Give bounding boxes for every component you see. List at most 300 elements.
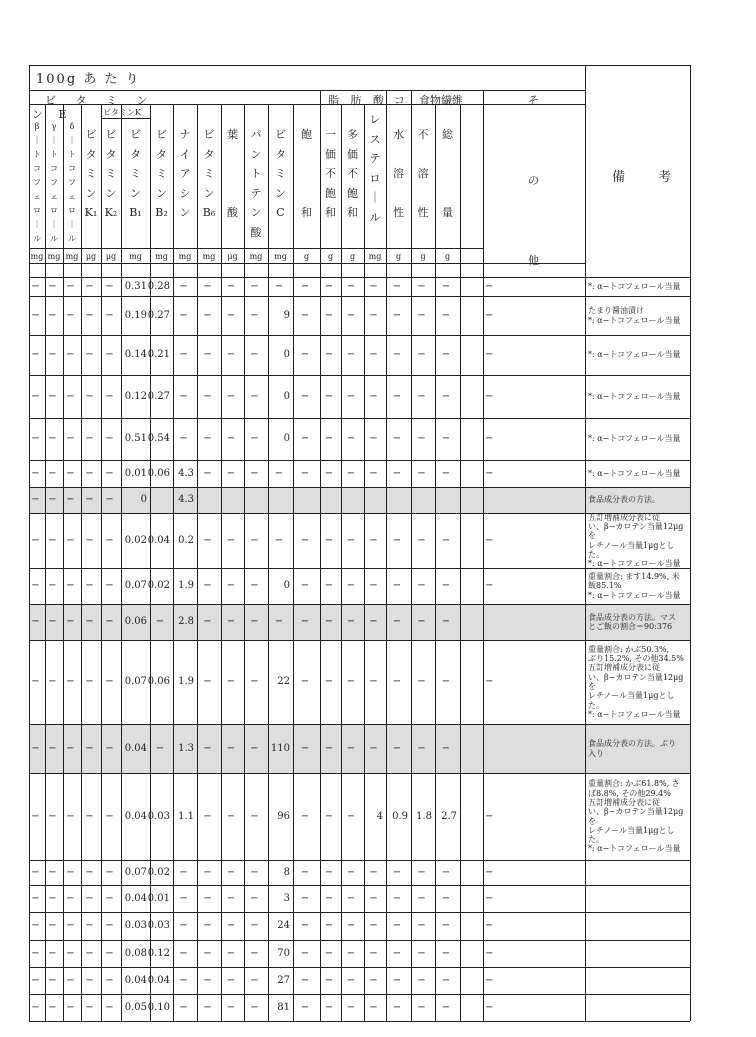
table-cell-sfa: − (300, 920, 310, 931)
table-cell-sfa: − (300, 433, 310, 444)
other-cell: − (485, 1001, 494, 1013)
column-header-char: ミ (156, 167, 167, 180)
table-cell-pantothenic: − (250, 810, 259, 822)
table-cell-fib_tot: − (441, 947, 451, 959)
column-header-char: ン (275, 186, 286, 200)
column-header-char: ロ (50, 206, 58, 215)
table-cell-mufa (320, 487, 338, 513)
column-header-char: コ (33, 164, 41, 173)
rule-v (483, 90, 484, 104)
table-cell-k1: − (85, 534, 94, 546)
table-cell-b_toc: − (31, 467, 40, 479)
column-header-niacin (173, 125, 197, 223)
table-cell-b_toc: − (31, 309, 40, 321)
rule-h (29, 263, 483, 264)
unit-sfa: g (303, 251, 310, 261)
table-cell-chol: − (369, 349, 378, 360)
column-header-char (446, 164, 450, 184)
column-header-char: 不 (325, 167, 336, 180)
table-cell-mufa: − (324, 810, 334, 822)
column-header-char: ビ (275, 128, 286, 141)
table-cell-chol: − (369, 467, 378, 479)
column-header-char (231, 184, 235, 204)
remarks-text: 重量割合: かぶ61.8%, さ ば8.8%, その他29.4% 五訂増補成分表に従 い、β−カロテン当量12μgを レチノール当量1μgとした。 *: α−トコフェロール当量 (588, 779, 684, 854)
table-cell-pantothenic: − (250, 616, 259, 627)
column-header-char: ミ (130, 167, 141, 180)
table-cell-pantothenic: − (250, 580, 259, 591)
other-cell: − (485, 892, 494, 904)
column-header-char: 性 (417, 206, 429, 219)
column-header-char: ロ (369, 171, 381, 185)
column-header-char: タ (156, 147, 167, 161)
remarks-cell (588, 724, 688, 773)
table-cell-fib_ins: − (417, 534, 426, 546)
column-header-char: テ (369, 152, 381, 165)
table-cell-fib_ins: − (417, 742, 426, 754)
table-cell-pantothenic: − (250, 534, 259, 546)
remarks-cell (588, 640, 688, 724)
column-header-char: ビ (130, 128, 141, 141)
table-cell-k1: − (85, 974, 94, 986)
table-cell-mufa: − (324, 534, 334, 546)
vitamin-k-label: ビタミンK (103, 108, 141, 117)
column-header-char: 和 (301, 206, 312, 219)
table-cell-k2: − (105, 616, 114, 627)
table-cell-niacin: − (179, 280, 188, 292)
table-cell-b6: − (203, 974, 212, 986)
remarks-text: たまり醤油漬け *: α−トコフェロール当量 (588, 306, 681, 325)
table-cell-mufa: − (324, 866, 334, 878)
column-header-char (397, 184, 401, 204)
table-cell-mufa: − (324, 349, 334, 360)
table-cell-chol: − (369, 433, 378, 444)
column-header-char: ン (156, 186, 167, 200)
table-cell-sfa: − (300, 947, 310, 959)
table-cell-niacin: − (179, 1001, 188, 1013)
table-cell-fib_sol (386, 487, 408, 513)
column-header-char: ビ (203, 128, 215, 141)
table-cell-mufa: − (324, 920, 334, 931)
table-cell-folate: − (226, 534, 236, 546)
table-cell-b1: 0.51 (124, 433, 147, 444)
table-cell-d_toc: − (66, 309, 75, 321)
table-cell-b2: 0.04 (147, 534, 170, 546)
column-header-char: ｜ (33, 220, 41, 229)
table-cell-sfa: − (300, 280, 310, 292)
rule-h (101, 118, 150, 119)
table-cell-b6: − (203, 1001, 212, 1013)
rule-v (483, 90, 484, 1021)
table-cell-k2: − (105, 810, 114, 822)
table-cell-pufa (341, 487, 361, 513)
table-cell-vitc: 0 (283, 580, 290, 591)
remarks-text: *: α−トコフェロール当量 (588, 468, 681, 478)
column-header-char: 性 (393, 206, 404, 219)
table-cell-k1: − (85, 742, 94, 754)
column-header-pantothenic (244, 125, 268, 242)
column-header-sfa (293, 125, 320, 223)
table-cell-pufa: − (346, 309, 356, 321)
other-cell: − (485, 534, 494, 546)
other-cell: − (485, 810, 494, 822)
column-header-char: ナ (179, 128, 191, 141)
table-cell-fib_ins: − (417, 676, 426, 687)
table-cell-k2: − (105, 676, 114, 687)
table-cell-fib_sol: − (392, 676, 402, 687)
column-header-char: 不 (417, 128, 429, 141)
other-cell: − (485, 390, 494, 402)
table-cell-k2: − (105, 390, 114, 402)
table-cell-niacin: 4.3 (178, 467, 194, 479)
column-header-char: ェ (68, 192, 76, 201)
table-cell-folate: − (226, 309, 236, 321)
table-cell-fib_tot: 2.7 (441, 810, 457, 822)
other-cell: − (485, 974, 494, 986)
table-cell-pufa: − (346, 390, 356, 402)
table-cell-chol: − (369, 580, 378, 591)
table-cell-fib_ins: − (417, 390, 426, 402)
table-cell-sfa: − (300, 467, 310, 479)
column-header-char: ア (179, 167, 191, 180)
table-cell-k2: − (105, 1001, 114, 1013)
table-cell-pufa: − (346, 866, 356, 878)
other-cell: − (485, 920, 494, 931)
column-header-char: シ (179, 186, 191, 200)
table-cell-mufa: − (324, 309, 334, 321)
column-header-fib_ins (411, 125, 435, 223)
column-header-char (305, 145, 309, 165)
column-header-k1 (81, 125, 101, 223)
table-cell-chol: − (369, 742, 378, 754)
remarks-text: 食品成分表の方法。 (588, 495, 660, 505)
table-cell-fib_sol: − (392, 534, 402, 546)
table-cell-sfa: − (300, 534, 310, 546)
table-cell-b6: − (203, 892, 212, 904)
table-cell-g_toc: − (48, 810, 57, 822)
table-cell-b1: 0.04 (124, 742, 147, 754)
table-cell-folate: − (226, 467, 236, 479)
table-cell-vitc: 70 (277, 947, 290, 959)
other-label-mid: の (528, 174, 539, 187)
table-cell-chol: − (369, 616, 378, 627)
table-cell-niacin: − (179, 892, 188, 904)
table-cell-folate: − (226, 433, 236, 444)
table-cell-b6: − (203, 467, 212, 479)
table-cell-g_toc: − (48, 920, 57, 931)
column-header-char: B₂ (155, 206, 168, 219)
table-cell-d_toc: − (66, 676, 75, 687)
table-cell-vitc: 110 (270, 742, 290, 754)
basis-label: 100g あ た り (36, 72, 141, 87)
table-cell-d_toc: − (66, 866, 75, 878)
column-header-folate (221, 125, 244, 223)
table-cell-fib_sol: − (392, 580, 402, 591)
column-header-char: 水 (393, 128, 404, 141)
column-header-char: ス (369, 132, 381, 146)
column-header-char: ン (105, 186, 117, 200)
table-cell-folate (221, 487, 241, 513)
table-cell-k1: − (85, 580, 94, 591)
table-cell-folate: − (226, 349, 236, 360)
table-cell-niacin: − (179, 433, 188, 444)
table-cell-g_toc: − (48, 309, 57, 321)
table-cell-mufa: − (324, 892, 334, 904)
table-cell-b_toc: − (31, 433, 40, 444)
table-cell-fib_tot: − (441, 974, 451, 986)
column-header-char (305, 184, 309, 204)
table-cell-b_toc: − (31, 866, 40, 878)
column-header-char (421, 145, 425, 165)
unit-fib_tot: g (444, 251, 451, 261)
column-header-char: テ (250, 186, 262, 200)
column-header-char: γ (51, 122, 57, 131)
table-cell-sfa: − (300, 616, 310, 627)
table-cell-b2: 0.10 (147, 1001, 170, 1013)
remarks-cell (588, 375, 688, 418)
table-cell-mufa: − (324, 616, 334, 627)
table-cell-folate: − (226, 947, 236, 959)
table-cell-b6: − (203, 742, 212, 754)
table-cell-b6: − (203, 433, 212, 444)
table-cell-b_toc: − (31, 920, 40, 931)
column-header-char: 一 (325, 128, 336, 141)
table-cell-g_toc: − (48, 974, 57, 986)
table-cell-b2 (150, 487, 170, 513)
table-cell-niacin: − (179, 390, 188, 402)
table-cell-chol: − (369, 920, 378, 931)
table-cell-pantothenic: − (250, 1001, 259, 1013)
table-cell-vitc: 9 (283, 309, 290, 321)
table-cell-sfa: − (300, 580, 310, 591)
unit-chol: mg (368, 251, 382, 261)
table-cell-niacin: − (179, 309, 188, 321)
table-cell-vitc: − (274, 467, 284, 479)
column-header-char: フ (33, 178, 41, 187)
remarks-text: 食品成分表の方法。マス とご飯の割合＝90:376 (588, 612, 676, 631)
table-cell-b6: − (203, 390, 212, 402)
column-header-char: ミ (203, 167, 215, 180)
table-cell-b_toc: − (31, 810, 40, 822)
table-cell-b1: 0.08 (124, 947, 147, 959)
table-cell-k1: − (85, 1001, 94, 1013)
rule-v (320, 90, 321, 104)
table-cell-k2: − (105, 892, 114, 904)
table-cell-d_toc: − (66, 534, 75, 546)
table-cell-mufa: − (324, 947, 334, 959)
table-cell-fib_tot: − (441, 349, 451, 360)
table-cell-k2: − (105, 920, 114, 931)
table-cell-b1: 0.04 (124, 974, 147, 986)
table-cell-g_toc: − (48, 892, 57, 904)
column-header-char: ロ (33, 206, 41, 215)
column-header-k2 (101, 125, 121, 223)
rule-h (29, 90, 585, 91)
column-header-char: 量 (442, 206, 453, 219)
table-cell-pantothenic: − (250, 309, 259, 321)
table-cell-g_toc: − (48, 676, 57, 687)
table-cell-fib_sol: − (392, 866, 402, 878)
table-cell-g_toc: − (48, 1001, 57, 1013)
table-cell-k2: − (105, 280, 114, 292)
table-cell-b2: 0.06 (147, 676, 170, 687)
table-cell-pufa: − (346, 280, 356, 292)
table-cell-vitc: 24 (277, 920, 290, 931)
column-header-char: ン (203, 186, 215, 200)
table-cell-b2: 0.02 (147, 866, 170, 878)
column-header-char: 飽 (325, 186, 336, 200)
table-cell-d_toc: − (66, 616, 75, 627)
column-header-char: タ (275, 147, 286, 161)
table-cell-niacin: 0.2 (178, 534, 194, 546)
table-cell-niacin: − (179, 349, 188, 360)
table-cell-fib_sol: − (392, 974, 402, 986)
column-header-char: フ (50, 178, 58, 187)
table-cell-fib_sol: − (392, 892, 402, 904)
table-cell-k1: − (85, 349, 94, 360)
column-header-char: ミ (85, 167, 97, 180)
table-cell-b_toc: − (31, 676, 40, 687)
column-header-char: ｜ (33, 136, 41, 145)
table-cell-chol: − (369, 974, 378, 986)
table-cell-b6: − (203, 616, 212, 627)
unit-k1: μg (85, 251, 97, 261)
table-cell-sfa: − (300, 1001, 310, 1013)
column-header-b_toc (29, 120, 45, 246)
column-header-mufa (320, 125, 341, 223)
unit-b6: mg (202, 251, 216, 261)
column-header-char: 多 (347, 128, 358, 141)
cholesterol-top-label: コ (394, 94, 405, 107)
column-header-char: ェ (50, 192, 58, 201)
table-cell-fib_sol: − (392, 920, 402, 931)
column-header-b2 (150, 125, 173, 223)
table-cell-g_toc: − (48, 742, 57, 754)
table-cell-b6: − (203, 947, 212, 959)
column-header-char: ｜ (68, 220, 76, 229)
column-header-d_toc (63, 120, 81, 246)
column-header-char: コ (68, 164, 76, 173)
column-header-char: タ (105, 147, 117, 161)
rule-v (585, 65, 586, 1021)
table-cell-fib_ins: 1.8 (416, 810, 432, 822)
remarks-cell (588, 335, 688, 375)
table-cell-vitc: 22 (277, 676, 290, 687)
table-cell-fib_sol: − (392, 280, 402, 292)
table-cell-b6: − (203, 866, 212, 878)
table-cell-b6: − (203, 280, 212, 292)
column-header-vitc (268, 125, 293, 223)
table-cell-k1: − (85, 892, 94, 904)
table-cell-g_toc: − (48, 467, 57, 479)
table-cell-b_toc: − (31, 494, 40, 505)
column-header-char: 葉 (227, 128, 238, 141)
other-label-top: そ (528, 94, 539, 107)
column-header-char: C (276, 206, 285, 219)
table-cell-fib_tot (435, 487, 457, 513)
table-cell-fib_sol: − (392, 390, 402, 402)
remarks-text: *: α−トコフェロール当量 (588, 350, 681, 360)
table-cell-b6: − (203, 920, 212, 931)
table-cell-k1: − (85, 810, 94, 822)
other-cell: − (485, 947, 494, 959)
column-header-char: 総 (442, 128, 453, 141)
table-cell-folate: − (226, 892, 236, 904)
column-header-char: ロ (68, 206, 76, 215)
table-cell-b2: 0.12 (147, 947, 170, 959)
table-cell-pantothenic: − (250, 892, 259, 904)
table-cell-folate: − (226, 676, 236, 687)
table-cell-b2: 0.03 (147, 810, 170, 822)
table-cell-k2: − (105, 309, 114, 321)
table-cell-pufa: − (346, 892, 356, 904)
table-cell-fib_ins: − (417, 467, 426, 479)
table-cell-b_toc: − (31, 616, 40, 627)
table-cell-fib_sol: − (392, 467, 402, 479)
column-header-char: ビ (85, 128, 97, 141)
table-cell-d_toc: − (66, 947, 75, 959)
table-cell-fib_ins: − (417, 920, 426, 931)
remarks-text: 食品成分表の方法。ぶり 入り (588, 739, 676, 758)
table-cell-k2: − (105, 580, 114, 591)
table-cell-mufa: − (324, 433, 334, 444)
table-cell-b2: 0.27 (147, 309, 170, 321)
table-cell-d_toc: − (66, 349, 75, 360)
other-cell: − (485, 309, 494, 321)
table-cell-fib_ins: − (417, 349, 426, 360)
column-header-char: ト (50, 150, 58, 159)
table-cell-mufa: − (324, 974, 334, 986)
column-header-char: ル (68, 234, 76, 243)
table-cell-b6: − (203, 349, 212, 360)
table-cell-fib_tot: − (441, 742, 451, 754)
table-cell-fib_ins: − (417, 309, 426, 321)
table-cell-pantothenic: − (250, 920, 259, 931)
column-header-char: 酸 (250, 225, 262, 239)
column-header-char (446, 184, 450, 204)
column-header-char: 飽 (347, 186, 358, 200)
table-cell-g_toc: − (48, 616, 57, 627)
vitamin-group-label: ビ タ ミ ン (45, 94, 156, 107)
table-cell-niacin: 1.9 (178, 580, 194, 591)
table-cell-sfa: − (300, 810, 310, 822)
table-cell-sfa (293, 487, 317, 513)
table-cell-pantothenic (244, 487, 265, 513)
fatty-acid-label: 脂 肪 酸 (328, 94, 388, 107)
table-cell-b_toc: − (31, 349, 40, 360)
table-cell-b_toc: − (31, 947, 40, 959)
table-cell-pantothenic: − (250, 349, 259, 360)
table-cell-fib_ins: − (417, 580, 426, 591)
table-cell-fib_tot: − (441, 676, 451, 687)
table-cell-b6: − (203, 309, 212, 321)
unit-vitc: mg (274, 251, 287, 261)
table-cell-d_toc: − (66, 433, 75, 444)
table-cell-chol: − (369, 534, 378, 546)
table-cell-g_toc: − (48, 349, 57, 360)
table-cell-b6: − (203, 810, 212, 822)
table-cell-b1: 0.03 (124, 920, 147, 931)
table-cell-k2: − (105, 534, 114, 546)
column-header-char (446, 145, 450, 165)
table-cell-k1: − (85, 866, 94, 878)
column-header-char: タ (85, 147, 97, 161)
remarks-text: *: α−トコフェロール当量 (588, 434, 681, 444)
unit-k2: μg (105, 251, 117, 261)
table-cell-vitc: 3 (283, 892, 290, 904)
table-cell-niacin: 1.3 (178, 742, 194, 754)
table-cell-chol (364, 487, 383, 513)
table-cell-k2: − (105, 742, 114, 754)
